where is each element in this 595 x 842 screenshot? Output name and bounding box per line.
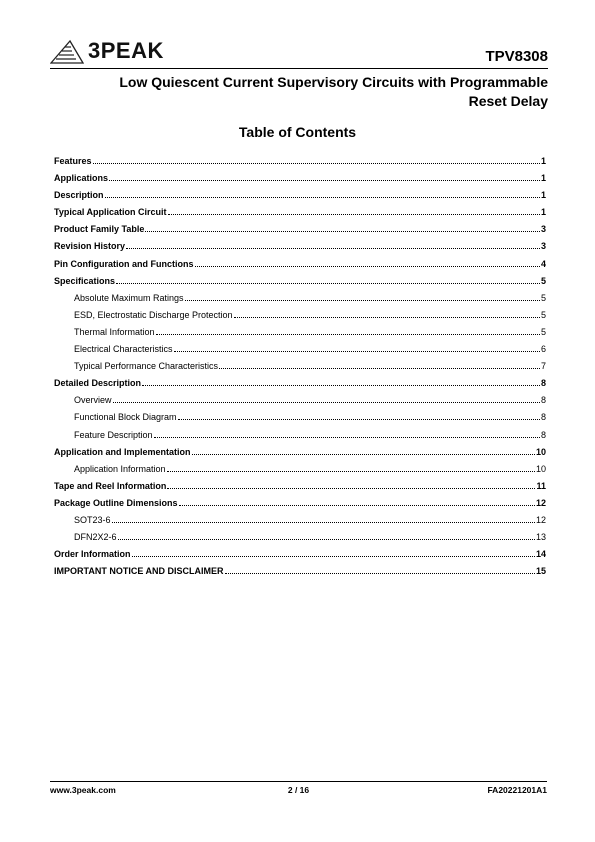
toc-entry[interactable]: [54, 480, 546, 497]
toc-entry-page: 8: [540, 395, 546, 406]
toc-entry[interactable]: [54, 309, 546, 326]
toc-entry-title: Revision History: [54, 241, 126, 252]
toc-entry[interactable]: [54, 258, 546, 275]
toc-entry[interactable]: [54, 292, 546, 309]
toc-dot-leader: [167, 463, 535, 472]
toc-dot-leader: [219, 360, 540, 369]
toc-entry-page: 12: [535, 497, 546, 508]
toc-entry[interactable]: [54, 565, 546, 582]
toc-dot-leader: [178, 411, 540, 420]
toc-entry-page: 10: [535, 446, 546, 457]
toc-dot-leader: [179, 497, 535, 506]
toc-dot-leader: [195, 258, 540, 267]
toc-dot-leader: [156, 326, 540, 335]
toc-dot-leader: [142, 377, 540, 386]
toc-entry-title: Typical Application Circuit: [54, 207, 167, 218]
page-footer: [50, 785, 547, 797]
toc-dot-leader: [145, 223, 540, 232]
toc-entry[interactable]: [54, 275, 546, 292]
toc-entry-page: 11: [536, 480, 546, 491]
toc-entry-page: 5: [540, 275, 546, 286]
toc-dot-leader: [192, 446, 535, 455]
toc-dot-leader: [126, 240, 540, 249]
toc-entry[interactable]: [54, 463, 546, 480]
toc-entry[interactable]: [54, 429, 546, 446]
toc-entry-title: Application and Implementation: [54, 446, 191, 457]
toc-entry[interactable]: [54, 326, 546, 343]
toc-entry-page: 1: [540, 156, 546, 166]
toc-dot-leader: [154, 429, 540, 438]
footer-website-link[interactable]: www.3peak.com: [50, 785, 116, 795]
toc-dot-leader: [116, 275, 540, 284]
toc-entry-title: Functional Block Diagram: [74, 412, 177, 423]
toc-entry[interactable]: [54, 360, 546, 377]
toc-entry-page: 8: [540, 429, 546, 440]
toc-entry-title: Order Information: [54, 549, 131, 560]
toc-entry-title: Typical Performance Characteristics: [74, 361, 219, 372]
toc-dot-leader: [168, 206, 540, 215]
toc-entry-page: 7: [540, 361, 546, 372]
toc-entry-title: Feature Description: [74, 429, 153, 440]
toc-dot-leader: [93, 155, 540, 164]
toc-entry-title: Features: [54, 156, 92, 166]
footer-doc-code: FA20221201A1: [487, 785, 547, 795]
toc-entry-title: Specifications: [54, 275, 116, 286]
toc-dot-leader: [118, 531, 535, 540]
table-of-contents: [54, 155, 546, 582]
toc-entry-page: 3: [540, 224, 546, 235]
toc-entry[interactable]: [54, 394, 546, 411]
toc-entry-title: DFN2X2-6: [74, 532, 117, 543]
toc-entry[interactable]: [54, 172, 546, 189]
toc-entry-title: Applications: [54, 173, 109, 184]
toc-entry-page: 8: [540, 378, 546, 389]
part-number: TPV8308: [485, 48, 548, 65]
toc-entry-page: 12: [535, 514, 546, 525]
toc-entry-title: ESD, Electrostatic Discharge Protection: [74, 309, 233, 320]
toc-entry-title: IMPORTANT NOTICE AND DISCLAIMER: [54, 566, 224, 577]
toc-entry-page: 1: [540, 173, 546, 184]
toc-dot-leader: [132, 548, 535, 557]
toc-entry-page: 4: [540, 258, 546, 269]
toc-dot-leader: [225, 565, 535, 574]
toc-entry[interactable]: [54, 411, 546, 428]
toc-dot-leader: [109, 172, 540, 181]
toc-entry-title: Tape and Reel Information: [54, 480, 167, 491]
mountain-logo-icon: [50, 38, 84, 64]
toc-dot-leader: [113, 394, 540, 403]
header-divider: [50, 68, 548, 69]
toc-entry[interactable]: [54, 155, 546, 172]
toc-entry[interactable]: [54, 548, 546, 565]
toc-dot-leader: [167, 480, 535, 489]
toc-entry-page: 1: [540, 190, 546, 201]
toc-entry-page: 3: [540, 241, 546, 252]
toc-entry[interactable]: [54, 531, 546, 548]
toc-entry[interactable]: [54, 189, 546, 206]
toc-entry-title: Detailed Description: [54, 378, 142, 389]
toc-entry[interactable]: [54, 377, 546, 394]
toc-dot-leader: [234, 309, 540, 318]
toc-entry-title: Absolute Maximum Ratings: [74, 292, 184, 303]
page-header: [50, 36, 548, 72]
toc-entry[interactable]: [54, 240, 546, 257]
toc-entry[interactable]: [54, 343, 546, 360]
toc-entry-title: Product Family Table: [54, 224, 145, 235]
toc-entry[interactable]: [54, 223, 546, 240]
toc-entry-page: 14: [535, 549, 546, 560]
toc-entry-page: 10: [535, 463, 546, 474]
document-title: Low Quiescent Current Supervisory Circuits with Programmable Reset Delay: [119, 74, 548, 109]
toc-entry-page: 13: [535, 532, 546, 543]
toc-entry-title: Electrical Characteristics: [74, 344, 173, 355]
toc-entry-page: 5: [540, 292, 546, 303]
toc-entry-page: 6: [540, 344, 546, 355]
footer-page-indicator: 2 / 16: [287, 785, 310, 795]
footer-divider: [50, 781, 547, 782]
toc-entry[interactable]: [54, 514, 546, 531]
toc-entry-page: 15: [535, 566, 546, 577]
toc-dot-leader: [105, 189, 540, 198]
logo-text: 3PEAK: [88, 38, 164, 63]
toc-entry[interactable]: [54, 446, 546, 463]
toc-entry-title: Package Outline Dimensions: [54, 497, 178, 508]
toc-entry-page: 5: [540, 309, 546, 320]
toc-dot-leader: [185, 292, 540, 301]
toc-entry-page: 8: [540, 412, 546, 423]
toc-entry[interactable]: [54, 497, 546, 514]
toc-heading: Table of Contents: [238, 124, 357, 140]
toc-entry[interactable]: [54, 206, 546, 223]
toc-entry-title: Overview: [74, 395, 112, 406]
toc-entry-title: Thermal Information: [74, 326, 155, 337]
toc-entry-title: Pin Configuration and Functions: [54, 258, 194, 269]
company-logo: [50, 36, 164, 66]
toc-dot-leader: [174, 343, 540, 352]
toc-entry-page: 1: [540, 207, 546, 218]
toc-entry-page: 5: [540, 326, 546, 337]
toc-entry-title: Application Information: [74, 463, 166, 474]
toc-dot-leader: [112, 514, 535, 523]
toc-entry-title: Description: [54, 190, 104, 201]
toc-entry-title: SOT23-6: [74, 514, 111, 525]
